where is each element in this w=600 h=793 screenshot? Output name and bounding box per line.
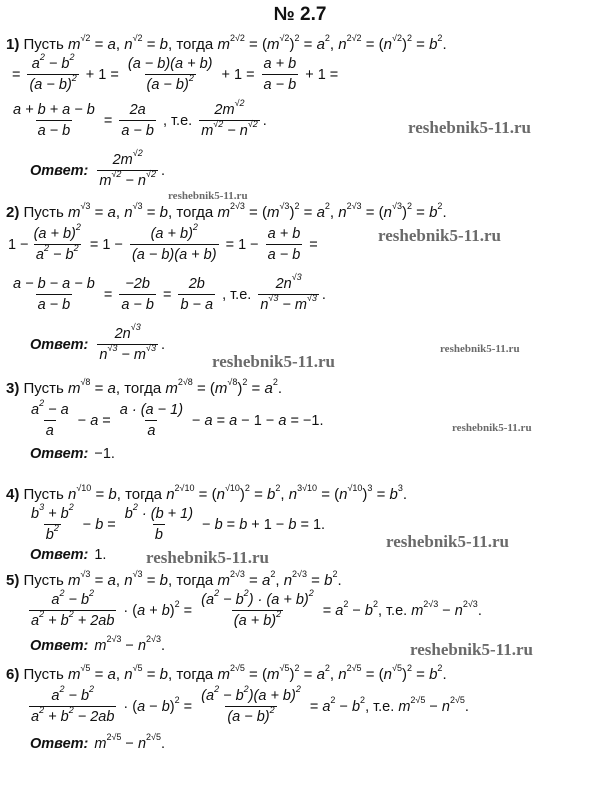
- item-1-line-2: = $\frac{a^2 - b^2}{(a - b)^2}$ + 1 = $\frac{(a - b)(a + b)}{(a - b)^2}$ + 1 = $\frac{a + b}{a - b}$ + 1 =: [12, 52, 339, 93]
- item-6-line-2: $\frac{a^2 - b^2}{a^2 + b^2 - 2ab}$ · $(a - b)^2$ = $\frac{(a^2 - b^2)(a + b)^2}{(a - b)^2}$ = $a^2 - b^2$, т.е. $m^{2√5} - n^{2√5}$.: [31, 684, 469, 725]
- watermark: reshebnik5-11.ru: [408, 118, 531, 137]
- problem-title: № 2.7: [273, 4, 327, 25]
- item-4-answer: [30, 547, 106, 563]
- item-5-line-1: 5) Пусть $m^{√3} = a$, $n^{√3} = b$, тогда $m^{2√3} = a^2$, $n^{2√3} = b^2$.: [6, 569, 342, 589]
- item-2-line-3: $\frac{a - b - a - b}{a - b}$ = $\frac{-2b}{a - b}$ = $\frac{2b}{b - a}$ , т.е. $\frac{2n^{√3}}{n^{√3} - m^{√3}}$ .: [13, 272, 326, 313]
- watermark: reshebnik5-11.ru: [378, 226, 501, 245]
- watermark: reshebnik5-11.ru: [146, 548, 269, 567]
- answer-label: Ответ:: [30, 547, 89, 563]
- watermark: reshebnik5-11.ru: [386, 532, 509, 551]
- item-3-answer-value: −1.: [94, 446, 115, 462]
- item-1-line-3: $\frac{a + b + a - b}{a - b}$ = $\frac{2a}{a - b}$ , т.е. $\frac{2m^{√2}}{m^{√2} - n^{√2}}$ .: [13, 98, 267, 139]
- item-5-line-2: $\frac{a^2 - b^2}{a^2 + b^2 + 2ab}$ · $(a + b)^2$ = $\frac{(a^2 - b^2) \cdot (a + b)^2}{(a + b)^2}$ = $a^2 - b^2$, т.е. $m^{2√3} - n^{2√3}$.: [31, 588, 482, 629]
- item-3-line-1: 3) Пусть $m^{√8} = a$, тогда $m^{2√8} = (m^{√8})^2 = a^2$.: [6, 377, 282, 397]
- answer-label: Ответ:: [30, 446, 89, 462]
- item-2-line-2: 1 − $\frac{(a + b)^2}{a^2 - b^2}$ = 1 − $\frac{(a + b)^2}{(a - b)(a + b)}$ = 1 − $\frac{a + b}{a - b}$ =: [8, 222, 318, 263]
- item-4-answer-value: 1.: [94, 547, 107, 563]
- answer-label: Ответ:: [30, 736, 89, 752]
- watermark: reshebnik5-11.ru: [410, 640, 533, 659]
- watermark: reshebnik5-11.ru: [212, 352, 335, 371]
- answer-label: Ответ:: [30, 638, 89, 654]
- item-5-answer: Ответ: $m^{2√3} - n^{2√3}$.: [30, 634, 165, 654]
- answer-label: Ответ:: [30, 162, 89, 179]
- item-3-line-2: $\frac{a^2 - a}{a}$ − a = $\frac{a \cdot (a - 1)}{a}$ − a = a − 1 − a = −1.: [31, 398, 324, 439]
- item-4-line-2: $\frac{b^3 + b^2}{b^2}$ − b = $\frac{b^2 \cdot (b + 1)}{b}$ − b = b + 1 − b = 1.: [31, 502, 326, 543]
- item-6-line-1: 6) Пусть $m^{√5} = a$, $n^{√5} = b$, тогда $m^{2√5} = (m^{√5})^2 = a^2$, $n^{2√5} = (n^{√5})^2 = b^2$.: [6, 663, 447, 683]
- answer-label: Ответ:: [30, 336, 89, 353]
- watermark: reshebnik5-11.ru: [168, 190, 248, 202]
- item-3-answer: [30, 446, 115, 462]
- item-1-line-1: 1) Пусть $m^{√2} = a$, $n^{√2} = b$, тогда $m^{2√2} = (m^{√2})^2 = a^2$, $n^{2√2} = (n^{√2})^2 = b^2$.: [6, 33, 447, 53]
- item-1-answer: Ответ: $\frac{2m^{√2}}{m^{√2} - n^{√2}}$ .: [30, 148, 165, 189]
- item-2-answer: Ответ: $\frac{2n^{√3}}{n^{√3} - m^{√3}}$ .: [30, 322, 165, 363]
- item-6-answer: Ответ: $m^{2√5} - n^{2√5}$.: [30, 732, 165, 752]
- watermark: reshebnik5-11.ru: [440, 343, 520, 355]
- item-4-line-1: 4) Пусть $n^{√10} = b$, тогда $n^{2√10} = (n^{√10})^2 = b^2$, $n^{3√10} = (n^{√10})^3 = b^3$.: [6, 483, 408, 503]
- watermark: reshebnik5-11.ru: [452, 422, 532, 434]
- item-2-line-1: 2) Пусть $m^{√3} = a$, $n^{√3} = b$, тогда $m^{2√3} = (m^{√3})^2 = a^2$, $n^{2√3} = (n^{√3})^2 = b^2$.: [6, 201, 447, 221]
